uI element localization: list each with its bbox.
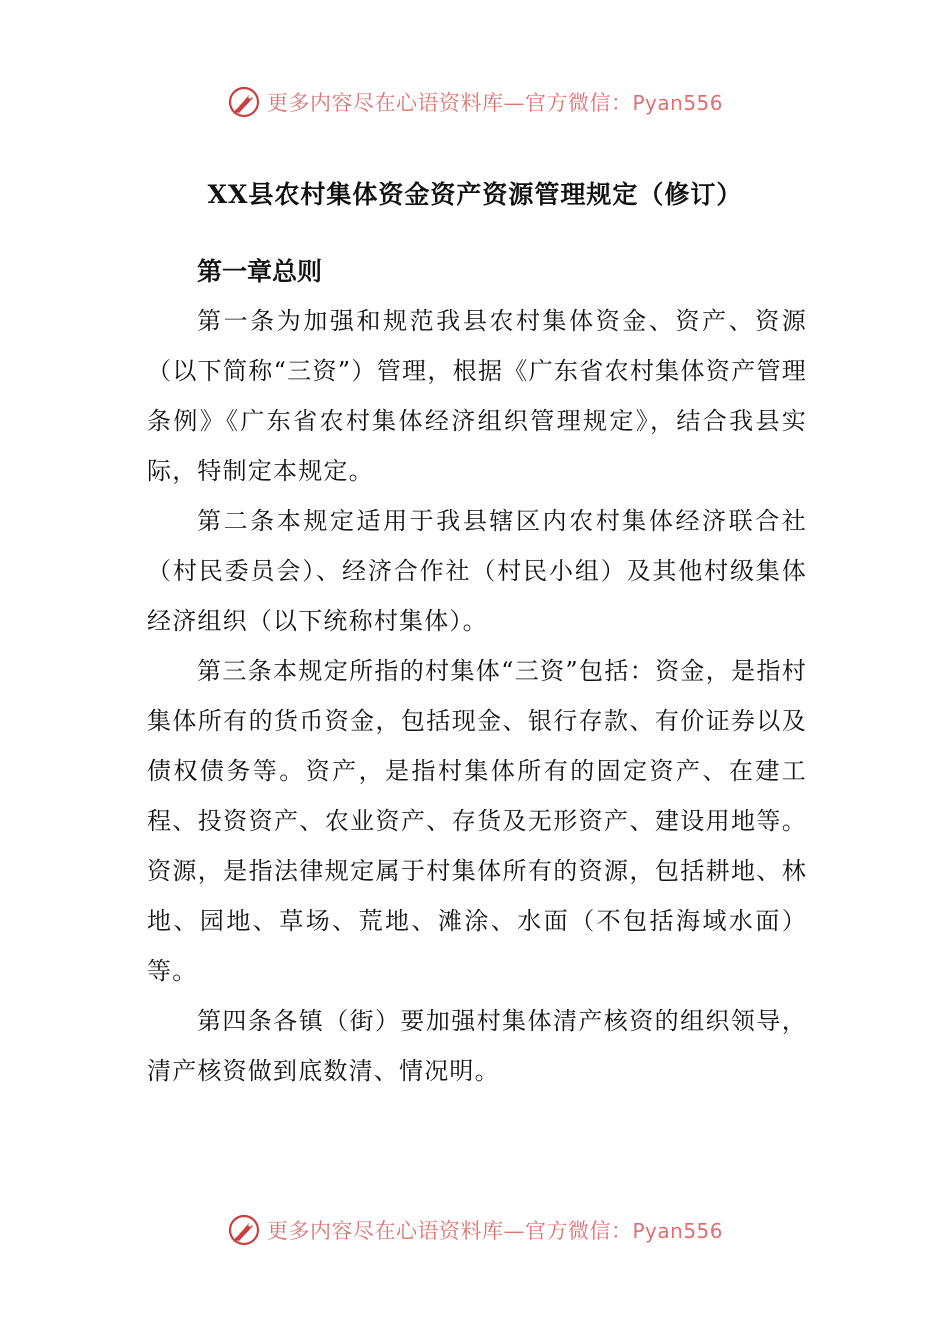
pen-nib-logo-icon xyxy=(227,85,261,119)
watermark-wechat-id: Pyan556 xyxy=(632,91,723,115)
chapter-heading: 第一章总则 xyxy=(197,257,323,286)
article-2-paragraph: 第二条本规定适用于我县辖区内农村集体经济联合社（村民委员会）、经济合作社（村民小组）及其他村级集体经济组织（以下统称村集体）。 xyxy=(147,507,807,635)
header-watermark xyxy=(0,80,950,124)
watermark-wechat-id: Pyan556 xyxy=(632,1219,723,1243)
footer-watermark xyxy=(0,1208,950,1252)
article-4-paragraph: 第四条各镇（街）要加强村集体清产核资的组织领导，清产核资做到底数清、情况明。 xyxy=(147,1007,807,1085)
article-1-paragraph: 第一条为加强和规范我县农村集体资金、资产、资源（以下简称“三资”）管理，根据《广东省农村集体资产管理条例》《广东省农村集体经济组织管理规定》，结合我县实际，特制定本规定。 xyxy=(147,307,807,485)
watermark-text: 更多内容尽在心语资料库—官方微信： xyxy=(266,91,633,115)
watermark-text: 更多内容尽在心语资料库—官方微信： xyxy=(266,1219,633,1243)
article-3-paragraph: 第三条本规定所指的村集体“三资”包括：资金，是指村集体所有的货币资金，包括现金、银行存款、有价证券以及债权债务等。资产，是指村集体所有的固定资产、在建工程、投资资产、农业资产、存货及无形资产、建设用地等。资源，是指法律规定属于村集体所有的资源，包括耕地、林地、园地、草场、荒地、滩涂、水面（不包括海域水面）等。 xyxy=(147,657,807,985)
document-body xyxy=(147,296,807,1096)
document-title: XX县农村集体资金资产资源管理规定（修订） xyxy=(207,180,743,209)
pen-nib-logo-icon xyxy=(227,1213,261,1247)
